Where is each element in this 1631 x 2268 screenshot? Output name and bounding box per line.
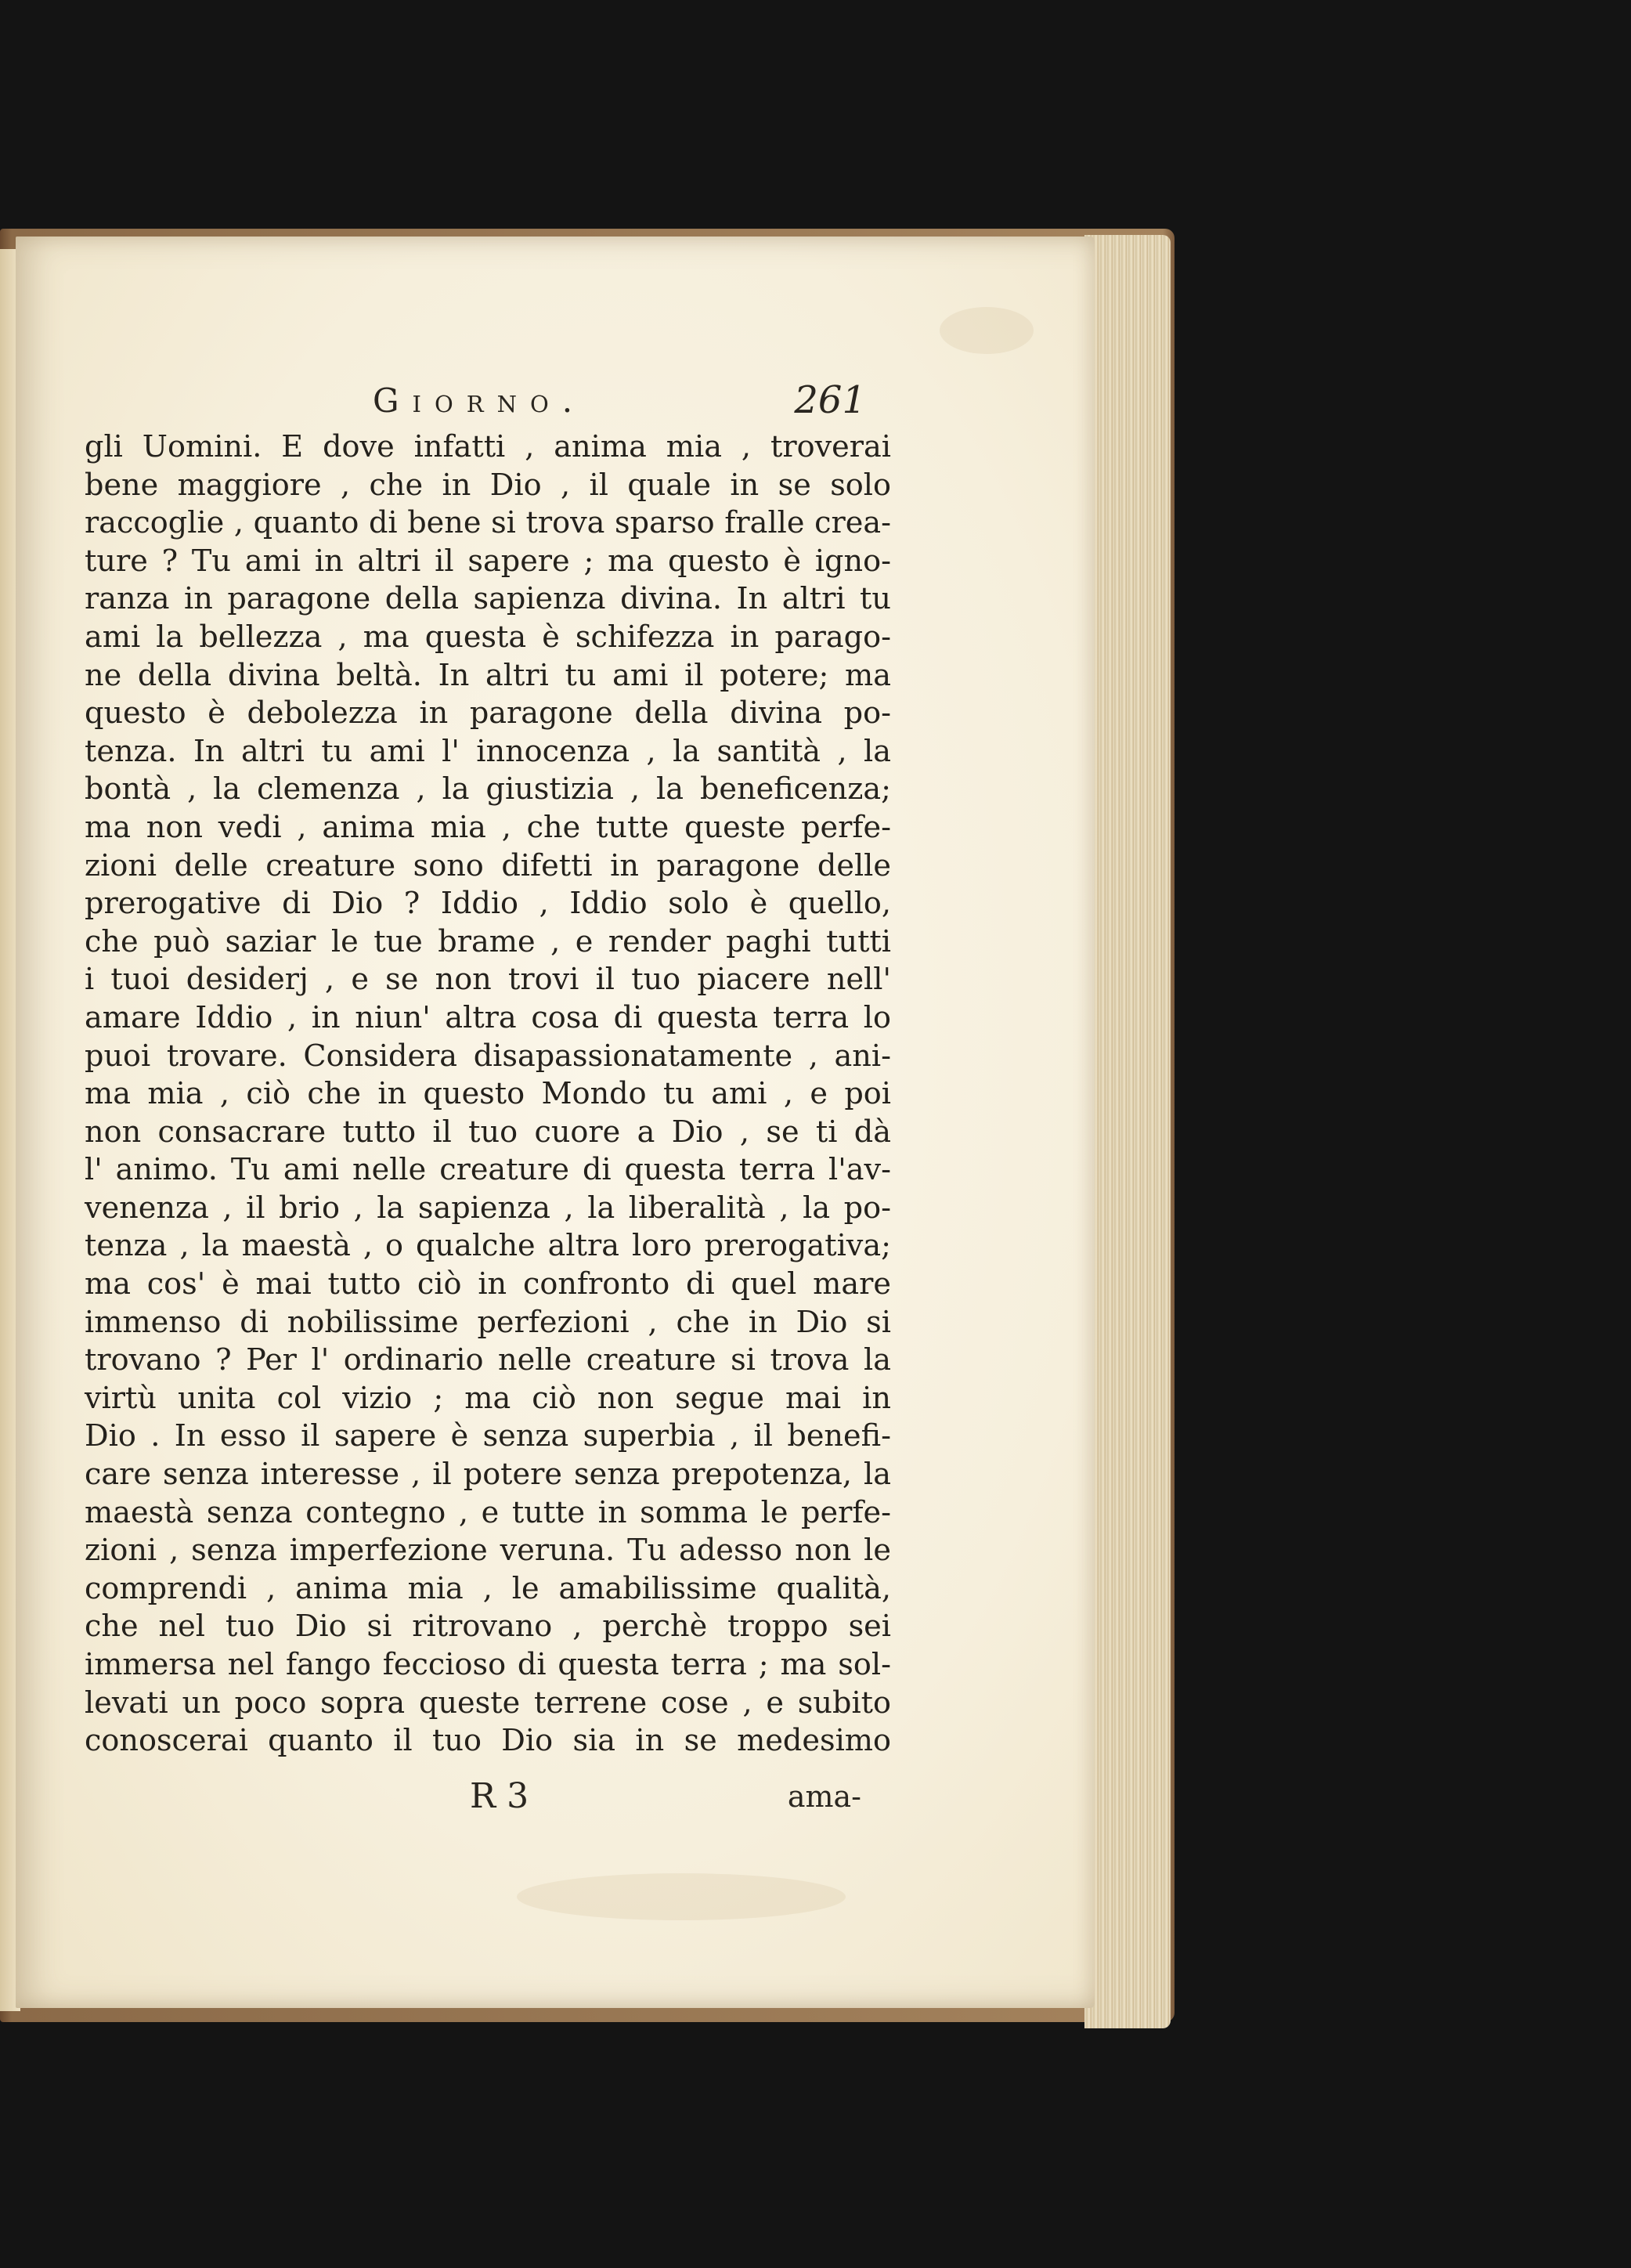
text-line: ma cos' è mai tutto ciò in confronto di quel mare (85, 1267, 891, 1302)
page-header (373, 378, 866, 428)
running-head: Giorno. (373, 381, 586, 420)
text-line: che può saziar le tue brame , e render paghi tutti (85, 924, 891, 959)
text-line: zioni delle creature sono difetti in paragone delle (85, 848, 891, 883)
text-line: raccoglie , quanto di bene si trova sparso fralle crea- (85, 506, 891, 541)
text-line: zioni , senza imperfezione veruna. Tu adesso non le (85, 1533, 891, 1569)
text-line: immenso di nobilissime perfezioni , che in Dio si (85, 1305, 891, 1340)
catchword: ama- (787, 1779, 861, 1814)
text-line: puoi trovare. Considera disapassionatamente , ani- (85, 1038, 891, 1074)
text-line: ranza in paragone della sapienza divina. In altri tu (85, 582, 891, 617)
text-line: ma mia , ciò che in questo Mondo tu ami , e poi (85, 1077, 891, 1112)
foxing-stain (940, 307, 1034, 354)
text-line: amare Iddio , in niun' altra cosa di questa terra lo (85, 1000, 891, 1035)
text-line: questo è debolezza in paragone della divina po- (85, 696, 891, 731)
page-number: 261 (794, 378, 866, 422)
page-edges (1084, 235, 1171, 2028)
text-line: bontà , la clemenza , la giustizia , la beneficenza; (85, 772, 891, 807)
foxing-stain (517, 1873, 846, 1920)
text-line: ture ? Tu ami in altri il sapere ; ma questo è igno- (85, 544, 891, 579)
text-line: tenza , la maestà , o qualche altra loro prerogativa; (85, 1229, 891, 1264)
text-line: levati un poco sopra queste terrene cose , e subito (85, 1685, 891, 1721)
text-line: gli Uomini. E dove infatti , anima mia , troverai (85, 430, 891, 464)
text-line: comprendi , anima mia , le amabilissime qualità, (85, 1571, 891, 1606)
text-line: virtù unita col vizio ; ma ciò non segue mai in (85, 1381, 891, 1416)
text-line: prerogative di Dio ? Iddio , Iddio solo è quello, (85, 887, 891, 922)
signature-mark: R 3 (470, 1776, 529, 1816)
text-line: ami la bellezza , ma questa è schifezza in parago- (85, 619, 891, 655)
text-line: ma non vedi , anima mia , che tutte queste perfe- (85, 810, 891, 845)
text-line: tenza. In altri tu ami l' innocenza , la santità , la (85, 734, 891, 769)
text-line: l' animo. Tu ami nelle creature di questa terra l'av- (85, 1153, 891, 1188)
text-line: che nel tuo Dio si ritrovano , perchè troppo sei (85, 1609, 891, 1645)
text-line: immersa nel fango fecciosо di questa terra ; ma sol- (85, 1648, 891, 1682)
text-line: maestà senza contegno , e tutte in somma le perfe- (85, 1495, 891, 1530)
body-text (85, 428, 891, 1761)
text-line: trovano ? Per l' ordinario nelle creature si trova la (85, 1343, 891, 1378)
text-line: Dio . In esso il sapere è senza superbia , il benefi- (85, 1419, 891, 1454)
text-line: conoscerai quanto il tuo Dio sia in se medesimo (85, 1724, 891, 1759)
text-line: i tuoi desiderj , e se non trovi il tuo piacere nell' (85, 962, 891, 998)
text-line: ne della divina beltà. In altri tu ami il potere; ma (85, 658, 891, 693)
text-line: non consacrare tutto il tuo cuore a Dio , se ti dà (85, 1114, 891, 1150)
text-line: care senza interesse , il potere senza prepotenza, la (85, 1457, 891, 1493)
text-line: bene maggiore , che in Dio , il quale in se solo (85, 468, 891, 503)
page-footer (470, 1776, 861, 1823)
text-line: venenza , il brio , la sapienza , la liberalità , la po- (85, 1190, 891, 1226)
